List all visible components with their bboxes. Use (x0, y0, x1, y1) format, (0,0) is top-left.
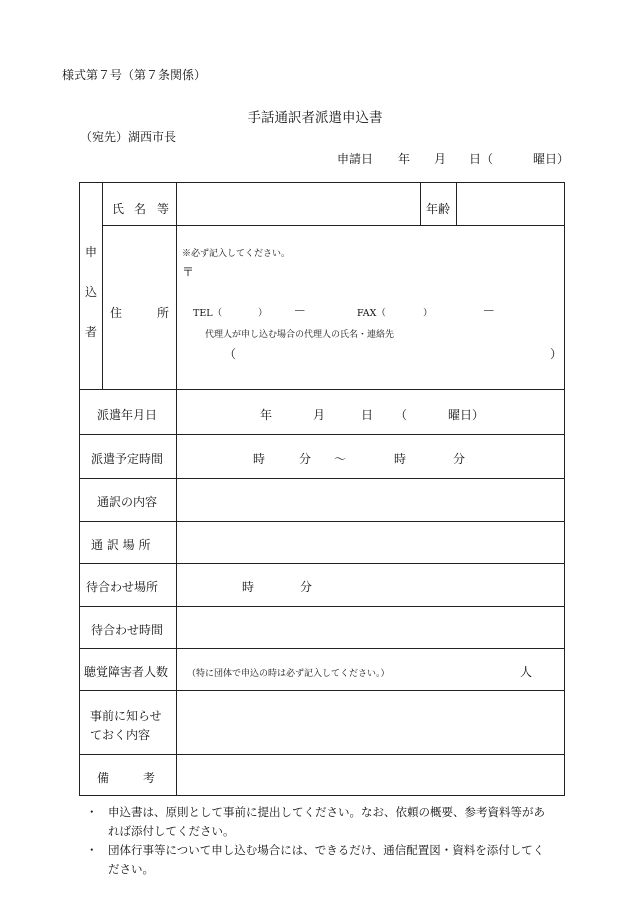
age-field[interactable] (458, 184, 563, 224)
application-date-day: 日（ (469, 152, 494, 166)
age-label: 年齢 (426, 202, 451, 216)
fax-dash: ― (484, 305, 494, 316)
hearing-impaired-count-label: 聴覚障害者人数 (84, 665, 169, 679)
name-field[interactable] (178, 184, 418, 224)
dispatch-date-weekday: 曜日） (448, 408, 485, 422)
page-title: 手話通訳者派遣申込書 (247, 110, 383, 126)
advance-notice-label: ておく内容 (90, 728, 151, 742)
advance-notice-field[interactable] (178, 692, 563, 752)
application-date-year: 年 (398, 152, 411, 166)
divider (79, 521, 565, 522)
applicant-label-char: 申 (85, 245, 98, 259)
note-line: れば添付してください。 (108, 824, 235, 838)
name-label: 名 (134, 202, 147, 216)
application-date-weekday: 曜日） (533, 152, 570, 166)
application-date-label: 申請日 (337, 152, 374, 166)
advance-notice-label: 事前に知らせ (90, 709, 162, 723)
applicant-label-char: 者 (85, 325, 98, 339)
divider (102, 182, 103, 389)
note-item (86, 803, 586, 841)
interpretation-content-field[interactable] (178, 480, 563, 519)
name-label: 氏 (112, 202, 125, 216)
dispatch-time-tilde: ～ (334, 452, 347, 466)
remarks-label: 考 (143, 771, 156, 785)
postal-mark: 〒 (182, 265, 195, 279)
fax-label: FAX（ (357, 308, 386, 319)
tel-close: ） (258, 308, 268, 319)
divider (79, 690, 565, 691)
proxy-note: 代理人が申し込む場合の代理人の氏名・連絡先 (205, 330, 395, 340)
meeting-place-label: 待合わせ場所 (86, 580, 159, 594)
meeting-time-field[interactable] (178, 608, 563, 646)
remarks-label: 備 (97, 771, 110, 785)
divider (79, 389, 565, 390)
note-line: ださい。 (108, 862, 154, 876)
dispatch-date-month: 月 (313, 408, 326, 422)
interpretation-place-field[interactable] (178, 523, 563, 561)
divider (79, 563, 565, 564)
dispatch-date-label: 派遣年月日 (97, 408, 158, 422)
tel-dash: ― (295, 305, 305, 316)
divider (102, 225, 565, 226)
notes (86, 803, 586, 879)
dispatch-time-label: 派遣予定時間 (91, 452, 164, 466)
addressee: （宛先）湖西市長 (80, 130, 177, 144)
interpretation-content-label: 通訳の内容 (97, 495, 158, 509)
proxy-open: （ (224, 347, 237, 361)
note-line: 団体行事等について申し込む場合には、できるだけ、通信配置図・資料を添付してく (108, 843, 545, 857)
dispatch-date-paren: （ (395, 408, 408, 422)
fax-close: ） (423, 308, 433, 319)
divider (456, 182, 457, 225)
applicant-label-char: 込 (85, 285, 98, 299)
meeting-place-hour: 時 (242, 580, 255, 594)
meeting-time-label: 待合わせ時間 (91, 623, 164, 637)
divider (420, 182, 421, 225)
hearing-impaired-count-note: （特に団体で申込の時は必ず記入してください。） (187, 669, 390, 679)
divider (79, 606, 565, 607)
bullet: ・ (86, 805, 98, 819)
divider (176, 182, 177, 796)
hearing-impaired-count-unit: 人 (520, 665, 533, 679)
application-date-month: 月 (434, 152, 447, 166)
divider (79, 648, 565, 649)
divider (79, 434, 565, 435)
meeting-place-min: 分 (300, 580, 313, 594)
address-label: 住 (110, 306, 123, 320)
bullet: ・ (86, 843, 98, 857)
note-line: 申込書は、原則として事前に提出してください。なお、依頼の概要、参考資料等があ (108, 805, 545, 819)
interpretation-place-label: 通 訳 場 所 (91, 538, 151, 552)
dispatch-time-min: 分 (453, 452, 466, 466)
dispatch-date-year: 年 (260, 408, 273, 422)
form-number: 様式第７号（第７条関係） (62, 68, 207, 82)
name-label: 等 (157, 202, 170, 216)
note-item (86, 841, 586, 879)
dispatch-time-hour: 時 (253, 452, 266, 466)
remarks-field[interactable] (178, 756, 563, 794)
dispatch-date-day: 日 (361, 408, 374, 422)
proxy-close: ） (550, 347, 563, 361)
divider (79, 754, 565, 755)
tel-label: TEL（ (193, 308, 223, 319)
required-note: ※必ず記入してください。 (182, 249, 291, 259)
divider (79, 478, 565, 479)
dispatch-time-min: 分 (299, 452, 312, 466)
address-label: 所 (157, 306, 170, 320)
dispatch-time-hour: 時 (394, 452, 407, 466)
